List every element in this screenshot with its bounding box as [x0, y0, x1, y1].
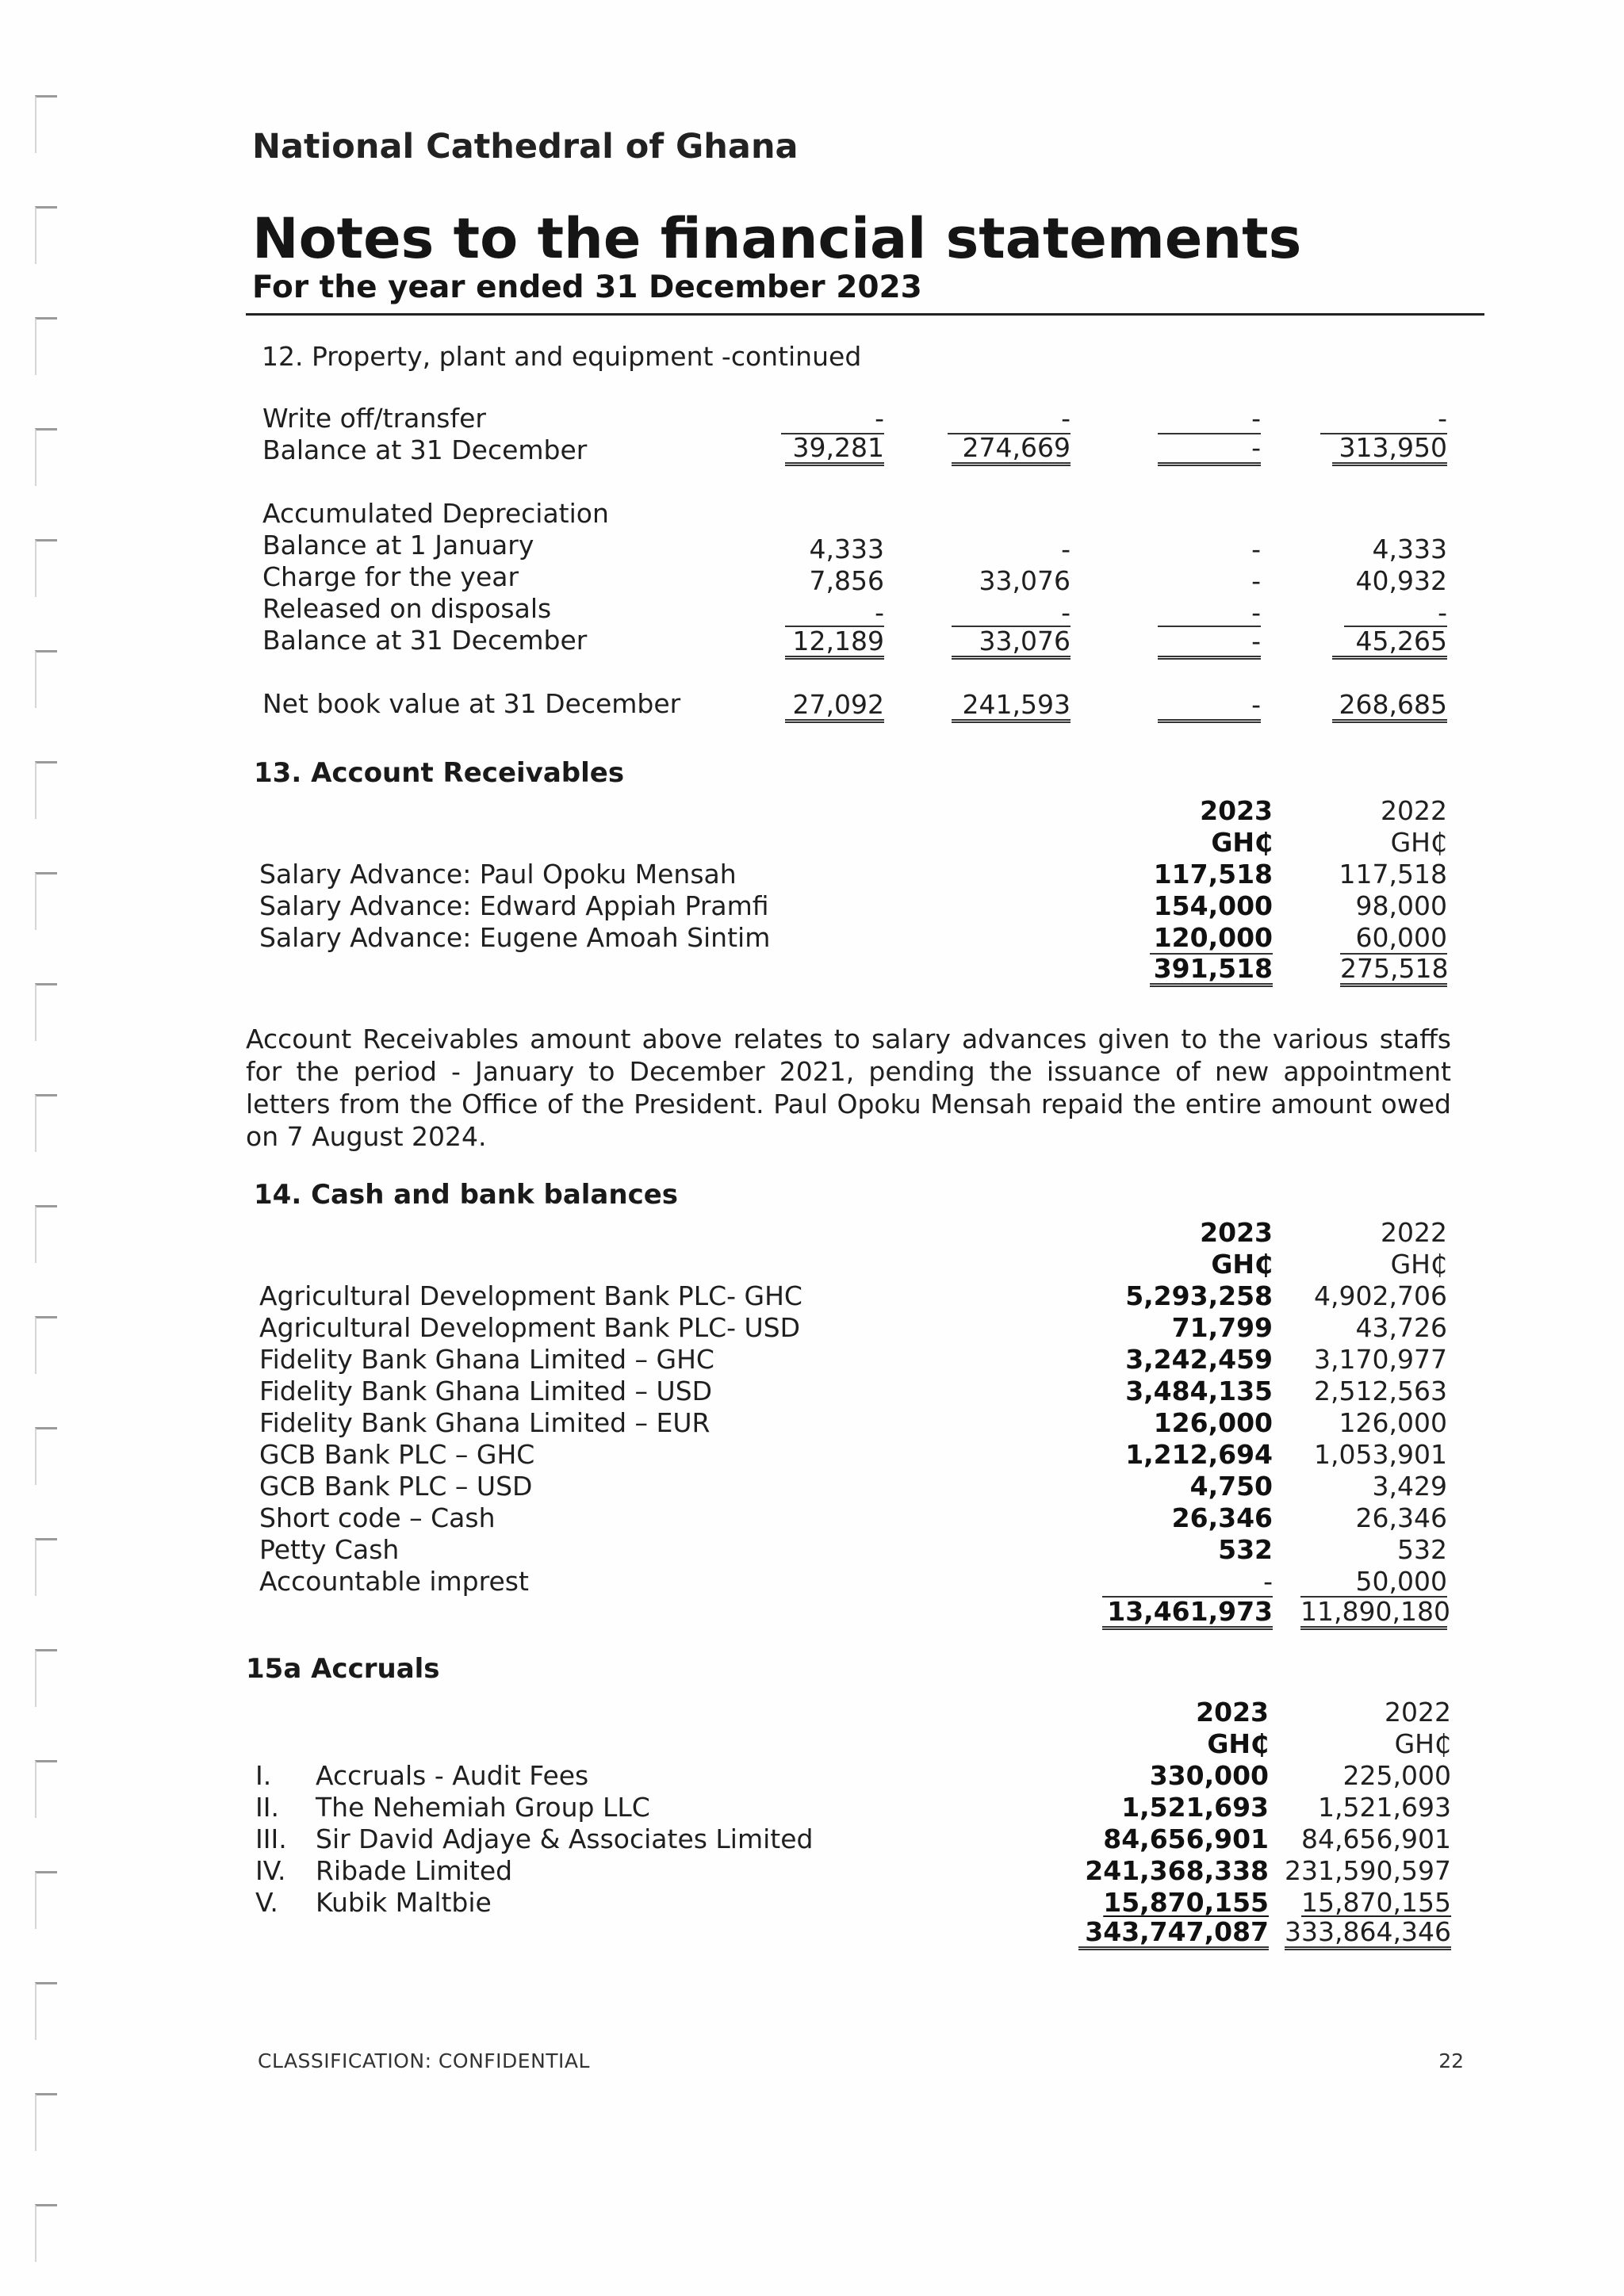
table-cell: 15,870,155	[1103, 1887, 1269, 1918]
table-row-label: Petty Cash	[259, 1534, 400, 1565]
year-prior: 2022	[1385, 1697, 1451, 1728]
table-cell: 84,656,901	[1301, 1823, 1451, 1854]
ppe-cell: -	[875, 597, 884, 628]
table-cell: 225,000	[1342, 1760, 1451, 1791]
ppe-cell: 274,669	[952, 434, 1071, 466]
organization-name: National Cathedral of Ghana	[252, 127, 799, 166]
year-prior: 2022	[1381, 795, 1447, 826]
table-cell: 126,000	[1153, 1407, 1273, 1438]
ppe-row-label: Balance at 31 December	[262, 434, 588, 465]
table-cell: 60,000	[1355, 922, 1447, 953]
table-cell: 4,902,706	[1314, 1280, 1447, 1311]
ppe-row-label: Balance at 1 January	[262, 530, 534, 561]
table-cell: 154,000	[1153, 890, 1273, 921]
ppe-cell: -	[1438, 403, 1447, 434]
ppe-cell: 33,076	[979, 565, 1071, 596]
table-cell: 532	[1397, 1534, 1447, 1565]
table-cell: 1,212,694	[1125, 1439, 1273, 1470]
table-row-label: Accruals - Audit Fees	[316, 1760, 589, 1791]
currency-current: GH₵	[1211, 827, 1273, 858]
currency-prior: GH₵	[1390, 827, 1447, 858]
ppe-cell: -	[1158, 628, 1261, 660]
receivables-heading: 13. Account Receivables	[254, 757, 625, 789]
table-cell: 3,484,135	[1125, 1376, 1273, 1406]
ppe-row-label: Balance at 31 December	[262, 625, 588, 656]
ppe-row-label: Charge for the year	[262, 561, 519, 592]
ppe-subheading: Accumulated Depreciation	[262, 498, 609, 529]
ppe-heading: 12. Property, plant and equipment -continued	[262, 341, 862, 372]
table-cell: 1,521,693	[1121, 1792, 1269, 1823]
page-subtitle: For the year ended 31 December 2023	[252, 270, 922, 305]
year-prior: 2022	[1381, 1217, 1447, 1248]
table-cell: 26,346	[1355, 1502, 1447, 1533]
currency-prior: GH₵	[1394, 1728, 1451, 1759]
table-cell: 26,346	[1171, 1502, 1273, 1533]
header-rule	[246, 313, 1484, 316]
table-cell: 3,242,459	[1125, 1344, 1273, 1375]
cash-heading: 14. Cash and bank balances	[254, 1179, 679, 1211]
ppe-cell: -	[1438, 597, 1447, 628]
accruals-total-prior: 333,864,346	[1285, 1919, 1451, 1950]
accruals-heading: 15a Accruals	[246, 1653, 440, 1685]
ppe-cell: 4,333	[1372, 534, 1447, 564]
ppe-cell: 33,076	[952, 628, 1071, 660]
table-cell: 532	[1218, 1534, 1273, 1565]
table-cell: 43,726	[1355, 1312, 1447, 1343]
ppe-cell: -	[1158, 434, 1261, 466]
classification-label: CLASSIFICATION: CONFIDENTIAL	[258, 2049, 590, 2072]
ppe-cell: -	[1061, 534, 1071, 564]
table-cell: 231,590,597	[1285, 1855, 1451, 1886]
ppe-cell: 7,856	[809, 565, 884, 596]
table-row-label: Fidelity Bank Ghana Limited – GHC	[259, 1344, 714, 1375]
row-number: IV.	[255, 1855, 286, 1886]
table-row-label: Fidelity Bank Ghana Limited – EUR	[259, 1407, 710, 1438]
table-cell: 1,053,901	[1314, 1439, 1447, 1470]
currency-current: GH₵	[1211, 1249, 1273, 1280]
table-cell: 126,000	[1339, 1407, 1447, 1438]
ppe-cell: 45,265	[1332, 628, 1447, 660]
ppe-cell: 313,950	[1332, 434, 1447, 466]
table-row-label: Salary Advance: Edward Appiah Pramfi	[259, 890, 769, 921]
table-cell: 117,518	[1153, 859, 1273, 890]
ppe-cell: 4,333	[809, 534, 884, 564]
page-title: Notes to the financial statements	[252, 206, 1302, 271]
ppe-row-label: Released on disposals	[262, 593, 552, 624]
table-cell: 1,521,693	[1318, 1792, 1451, 1823]
ppe-row-label: Write off/transfer	[262, 403, 486, 434]
ppe-cell: 39,281	[785, 434, 884, 466]
table-row-label: Agricultural Development Bank PLC- GHC	[259, 1280, 802, 1311]
table-row-label: Accountable imprest	[259, 1566, 529, 1597]
table-cell: 98,000	[1355, 890, 1447, 921]
table-cell: 3,170,977	[1314, 1344, 1447, 1375]
row-number: III.	[255, 1823, 287, 1854]
ppe-cell: 268,685	[1332, 691, 1447, 723]
table-cell: 5,293,258	[1125, 1280, 1273, 1311]
table-cell: 241,368,338	[1085, 1855, 1269, 1886]
table-row-label: The Nehemiah Group LLC	[316, 1792, 650, 1823]
ppe-cell: 241,593	[952, 691, 1071, 723]
table-row-label: Short code – Cash	[259, 1502, 496, 1533]
table-cell: 71,799	[1171, 1312, 1273, 1343]
table-cell: 3,429	[1372, 1471, 1447, 1502]
table-row-label: GCB Bank PLC – USD	[259, 1471, 533, 1502]
table-cell: -	[1263, 1566, 1273, 1597]
ppe-cell: -	[1251, 403, 1261, 434]
ppe-cell: -	[1158, 691, 1261, 723]
table-row-label: GCB Bank PLC – GHC	[259, 1439, 535, 1470]
table-row-label: Salary Advance: Paul Opoku Mensah	[259, 859, 737, 890]
table-cell: 15,870,155	[1301, 1887, 1451, 1918]
table-row-label: Agricultural Development Bank PLC- USD	[259, 1312, 801, 1343]
table-cell: 84,656,901	[1103, 1823, 1269, 1854]
table-row-label: Ribade Limited	[316, 1855, 513, 1886]
ppe-cell: -	[1061, 403, 1071, 434]
ppe-cell: 12,189	[785, 628, 884, 660]
year-current: 2023	[1200, 1217, 1273, 1248]
row-number: II.	[255, 1792, 279, 1823]
table-cell: 117,518	[1339, 859, 1447, 890]
table-row-label: Salary Advance: Eugene Amoah Sintim	[259, 922, 771, 953]
table-cell: 4,750	[1189, 1471, 1273, 1502]
table-row-label: Fidelity Bank Ghana Limited – USD	[259, 1376, 713, 1406]
cash-total-current: 13,461,973	[1102, 1598, 1273, 1630]
receivables-total-current: 391,518	[1150, 955, 1273, 987]
ppe-cell: -	[1251, 534, 1261, 564]
accruals-total-current: 343,747,087	[1078, 1919, 1269, 1950]
table-row-label: Sir David Adjaye & Associates Limited	[316, 1823, 814, 1854]
currency-prior: GH₵	[1390, 1249, 1447, 1280]
row-number: I.	[255, 1760, 272, 1791]
row-number: V.	[255, 1887, 278, 1918]
ppe-cell: 40,932	[1355, 565, 1447, 596]
year-current: 2023	[1196, 1697, 1269, 1728]
page-number: 22	[1438, 2049, 1464, 2072]
year-current: 2023	[1200, 795, 1273, 826]
ppe-cell: -	[1061, 597, 1071, 628]
receivables-note: Account Receivables amount above relates to salary advances given to the various staffs for the period - January to December 2021, pending the issuance of new appointment letters from the Office of the President. Paul Opoku Mensah repaid the entire amount owed on 7 August 2024.	[246, 1024, 1451, 1152]
ppe-row-label: Net book value at 31 December	[262, 688, 681, 719]
table-cell: 120,000	[1153, 922, 1273, 953]
ppe-cell: -	[875, 403, 884, 434]
currency-current: GH₵	[1207, 1728, 1269, 1759]
ppe-cell: -	[1251, 565, 1261, 596]
cash-total-prior: 11,890,180	[1300, 1598, 1447, 1630]
table-row-label: Kubik Maltbie	[316, 1887, 492, 1918]
ppe-cell: 27,092	[785, 691, 884, 723]
ppe-cell: -	[1251, 597, 1261, 628]
receivables-total-prior: 275,518	[1340, 955, 1447, 987]
table-cell: 50,000	[1355, 1566, 1447, 1597]
table-cell: 2,512,563	[1314, 1376, 1447, 1406]
table-cell: 330,000	[1149, 1760, 1269, 1791]
